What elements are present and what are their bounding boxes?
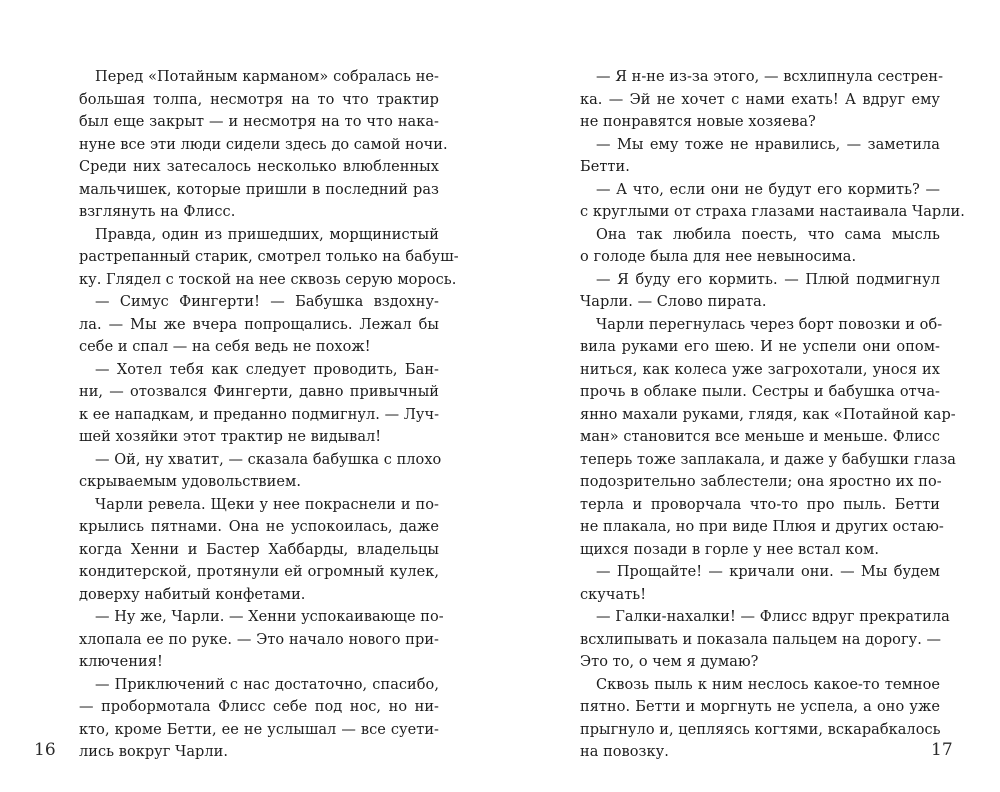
- text-line: — Галки-нахалки! — Флисс вдруг прекратила: [596, 609, 950, 625]
- text-line: взглянуть на Флисс.: [79, 204, 236, 220]
- text-line: скучать!: [580, 586, 647, 603]
- text-line: Перед «Потайным карманом» собралась не-: [95, 69, 439, 85]
- text-line: скрываемым удовольствием.: [79, 474, 301, 490]
- text-line: ка. — Эй не хочет с нами ехать! А вдруг ему: [580, 91, 940, 108]
- text-line: крылись пятнами. Она не успокоилась, даже: [79, 519, 439, 535]
- left-page-text: [79, 66, 459, 764]
- text-line: нуне все эти люди сидели здесь до самой ночи.: [79, 136, 448, 153]
- text-line: пятно. Бетти и моргнуть не успела, а оно уже: [580, 699, 940, 715]
- text-line: прыгнуло и, цепляясь когтями, вскарабкалось: [580, 721, 941, 738]
- text-line: всхлипывать и показала пальцем на дорогу. —: [580, 631, 942, 648]
- text-line: кто, кроме Бетти, ее не услышал — все суети-: [79, 721, 439, 738]
- text-line: — А что, если они не будут его кормить? —: [596, 181, 940, 198]
- text-line: растрепанный старик, смотрел только на бабуш-: [79, 249, 459, 265]
- text-line: — Прощайте! — кричали они. — Мы будем: [596, 564, 940, 580]
- left-page-number: 16: [34, 740, 56, 760]
- text-line: терла и проворчала что-то про пыль. Бетти: [580, 496, 940, 513]
- text-line: ниться, как колеса уже загрохотали, унося их: [580, 361, 940, 378]
- text-line: прочь в облаке пыли. Сестры и бабушка отча-: [580, 384, 940, 400]
- text-line: был еще закрыт — и несмотря на то что нака-: [79, 114, 439, 130]
- text-line: Чарли. — Слово пирата.: [580, 294, 767, 310]
- text-line: мальчишек, которые пришли в последний раз: [79, 181, 439, 198]
- text-line: — Я н-не из-за этого, — всхлипнула сестрен-: [596, 69, 944, 85]
- text-line: ман» становится все меньше и меньше. Флисс: [580, 429, 940, 445]
- text-line: не понравятся новые хозяева?: [580, 114, 816, 130]
- text-line: на повозку.: [580, 744, 669, 760]
- text-line: лись вокруг Чарли.: [79, 744, 228, 760]
- text-line: Чарли перегнулась через борт повозки и об-: [596, 316, 943, 333]
- text-line: Сквозь пыль к ним неслось какое-то темное: [596, 676, 940, 693]
- text-line: себе и спал — на себя ведь не похож!: [79, 339, 371, 355]
- text-line: — Симус Фингерти! — Бабушка вздохну-: [95, 294, 439, 310]
- text-line: к ее нападкам, и преданно подмигнул. — Луч-: [79, 406, 440, 423]
- text-line: Она так любила поесть, что сама мысль: [596, 226, 940, 243]
- text-line: Бетти.: [580, 159, 630, 175]
- text-line: теперь тоже заплакала, и даже у бабушки глаза: [580, 451, 956, 468]
- text-line: ла. — Мы же вчера попрощались. Лежал бы: [79, 316, 439, 333]
- text-line: Правда, один из пришедших, морщинистый: [95, 226, 439, 243]
- text-line: когда Хенни и Бастер Хаббарды, владельцы: [79, 541, 439, 558]
- text-line: — Приключений с нас достаточно, спасибо,: [95, 676, 439, 693]
- text-line: щихся позади в горле у нее встал ком.: [580, 541, 880, 558]
- text-line: янно махали руками, глядя, как «Потайной кар-: [580, 406, 956, 423]
- text-line: Среди них затесалось несколько влюбленных: [79, 159, 439, 175]
- text-line: — Ой, ну хватит, — сказала бабушка с плохо: [95, 451, 442, 468]
- text-line: Чарли ревела. Щеки у нее покраснели и по-: [95, 496, 439, 513]
- text-line: с круглыми от страха глазами настаивала Чарли.: [580, 204, 965, 220]
- text-line: ни, — отозвался Фингерти, давно привычный: [79, 384, 439, 400]
- text-line: хлопала ее по руке. — Это начало нового при-: [79, 631, 439, 648]
- text-line: ключения!: [79, 654, 163, 670]
- text-line: вила руками его шею. И не успели они опом-: [580, 339, 940, 355]
- text-line: Это то, о чем я думаю?: [580, 654, 759, 670]
- right-page-number: 17: [931, 740, 953, 760]
- text-line: — Ну же, Чарли. — Хенни успокаивающе по-: [95, 609, 444, 625]
- text-line: — Я буду его кормить. — Плюй подмигнул: [596, 271, 940, 288]
- text-line: шей хозяйки этот трактир не видывал!: [79, 429, 382, 445]
- text-line: — пробормотала Флисс себе под нос, но ни-: [79, 699, 439, 715]
- text-line: ку. Глядел с тоской на нее сквозь серую морось.: [79, 271, 457, 288]
- text-line: не плакала, но при виде Плюя и других остаю-: [580, 519, 944, 535]
- text-line: о голоде была для нее невыносима.: [580, 249, 857, 265]
- text-line: большая толпа, несмотря на то что трактир: [79, 91, 439, 108]
- text-line: — Хотел тебя как следует проводить, Бан-: [95, 361, 439, 378]
- text-line: подозрительно заблестели; она яростно их по-: [580, 474, 942, 490]
- text-line: доверху набитый конфетами.: [79, 586, 306, 603]
- text-line: — Мы ему тоже не нравились, — заметила: [596, 136, 940, 153]
- text-line: кондитерской, протянули ей огромный кулек,: [79, 564, 439, 580]
